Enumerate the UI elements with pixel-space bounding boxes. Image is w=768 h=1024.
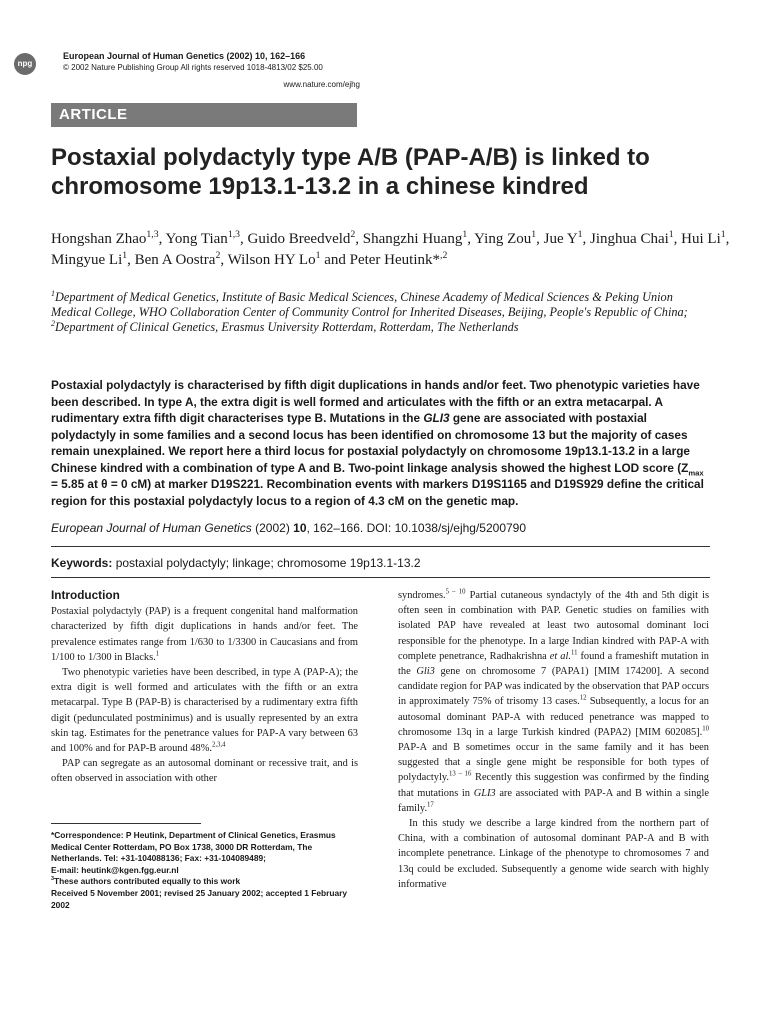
- section-label: ARTICLE: [51, 103, 357, 127]
- publisher-logo: npg: [14, 53, 36, 75]
- correspondence-footnote: *Correspondence: P Heutink, Department of Clinical Genetics, Erasmus Medical Center Rotterdam, PO Box 1738, 3000 DR Rotterdam, The Netherlands. Tel: +31-104088136; Fax: +31-104089489; E-mail: heutink@kgen.fgg.eur.nl $^3$These authors contributed equally to this work Received 5 November 2001; revised 25 January 2002; accepted 1 February 2002: [51, 830, 348, 910]
- author-list: Hongshan Zhao$^{1,3}$, Yong Tian$^{1,3}$, Guido Breedveld$^2$, Shangzhi Huang$^1$, Ying Zou$^1$, Jue $Y^1$, Jinghua Chai$^1$, Hui Li$^1$, Mingyue Li$^1$, Ben A Oostra$^2$, Wilson HY Lo$^1$ and Peter Heutink*$^{,2}$: [51, 229, 730, 268]
- left-column-text: Postaxial polydactyly (PAP) is a frequent congenital hand malformation characterized by fifth digit duplications in hands and/or feet. The prevalence estimates range from 1/630 to 1/3300 in Caucasians and from 1/100 to 1/300 in Blacks.$^1$ Two phenotypic varieties have been described, in type A (PAP-A); the extra digit is well formed and articulates with the fifth or an extra metacarpal. Type B (PAP-B) is characterised by a rudimentary extra fifth digit (pedunculated postminimus) and is usually represented by an extra skin tag. Estimates for the penetrance values for PAP-A vary between 63 and 100% and for PAP-B around 48%.$^{2,3,4}$ PAP can segregate as an autosomal dominant or recessive trait, and is often observed in association with other: [51, 606, 358, 785]
- affiliations: $^1$Department of Medical Genetics, Institute of Basic Medical Sciences, Chinese Academy of Medical Sciences & Peking Union Medical College, WHO Collaboration Center of Community Control for Inherited Diseases, Beijing, People's Republic of China; $^2$Department of Clinical Genetics, Erasmus University Rotterdam, Rotterdam, The Netherlands: [51, 288, 688, 334]
- divider: [51, 546, 710, 547]
- footnote-divider: [51, 823, 201, 824]
- divider: [51, 577, 710, 578]
- journal-citation: European Journal of Human Genetics (2002) 10, 162–166: [63, 51, 306, 61]
- citation-line: European Journal of Human Genetics (2002) 10, 162–166. DOI: 10.1038/sj/ejhg/5200790: [51, 521, 527, 535]
- keywords: Keywords: postaxial polydactyly; linkage; chromosome 19p13.1-13.2: [51, 556, 421, 570]
- introduction-heading: Introduction: [51, 588, 120, 602]
- journal-header: [63, 51, 305, 62]
- abstract: Postaxial polydactyly is characterised by fifth digit duplications in hands and/or feet. Two phenotypic varieties have been described. In type A, the extra digit is well formed and articulates with the fifth or an extra metacarpal. A rudimentary extra fifth digit characterises type B. Mutations in the GLI3 gene are associated with postaxial polydactyly in some families and a second locus has been identified on chromosome 13 but the majority of cases remain unexplained. We report here a third locus for postaxial polydactyly on chromosome 19p13.1-13.2 in a large Chinese kindred with a combination of type A and B. Two-point linkage analysis showed the highest LOD score ($Z_{max} = 5.85$ at θ = 0 cM) at marker D19S221. Recombination events with markers D19S1165 and D19S929 define the critical region for this postaxial polydactyly locus to a region of 4.3 cM on the genetic map.: [51, 378, 704, 508]
- copyright-line: © 2002 Nature Publishing Group All rights reserved 1018-4813/02 $25.00: [63, 63, 323, 72]
- left-column: [51, 588, 358, 787]
- journal-website-link[interactable]: www.nature.com/ejhg: [283, 80, 360, 89]
- article-title: Postaxial polydactyly type A/B (PAP-A/B) is linked to chromosome 19p13.1-13.2 in a chinese kindred: [51, 144, 650, 200]
- right-column-text: syndromes.$^{5 - 10}$ Partial cutaneous syndactyly of the 4th and 5th digit is often seen in combination with PAP. Genetic studies on families with isolated PAP have revealed at least two autosomal dominant loci responsible for the phenotype. In a large Indian kindred with PAP-A with complete penetrance, Radhakrishna et al.$^{11}$ found a frameshift mutation in the Gli3 gene on chromosome 7 (PAPA1) [MIM 174200]. A second candidate region for PAP was indicated by the observation that PAP occurs in approximately 75% of trisomy 13 cases.$^{12}$ Subsequently, a locus for an autosomal dominant PAP-A with reduced penetrance was mapped to chromosome 13q in a large Turkish kindred (PAPA2) [MIM 602085].$^{10}$ PAP-A and B sometimes occur in the same family and it has been suggested that a single gene might be responsible for both types of polydactyly.$^{13 - 16}$ Recently this suggestion was confirmed by the finding that mutations in GLI3 are associated with PAP-A and B within a single family.$^{17}$ In this study we describe a large kindred from the northern part of China, with a combination of autosomal dominant PAP-A and B with incomplete penetrance. Linkage of the phenotype to chromosomes 7 and 13q could be excluded. Subsequently a genome wide search with highly informative: [398, 588, 710, 890]
